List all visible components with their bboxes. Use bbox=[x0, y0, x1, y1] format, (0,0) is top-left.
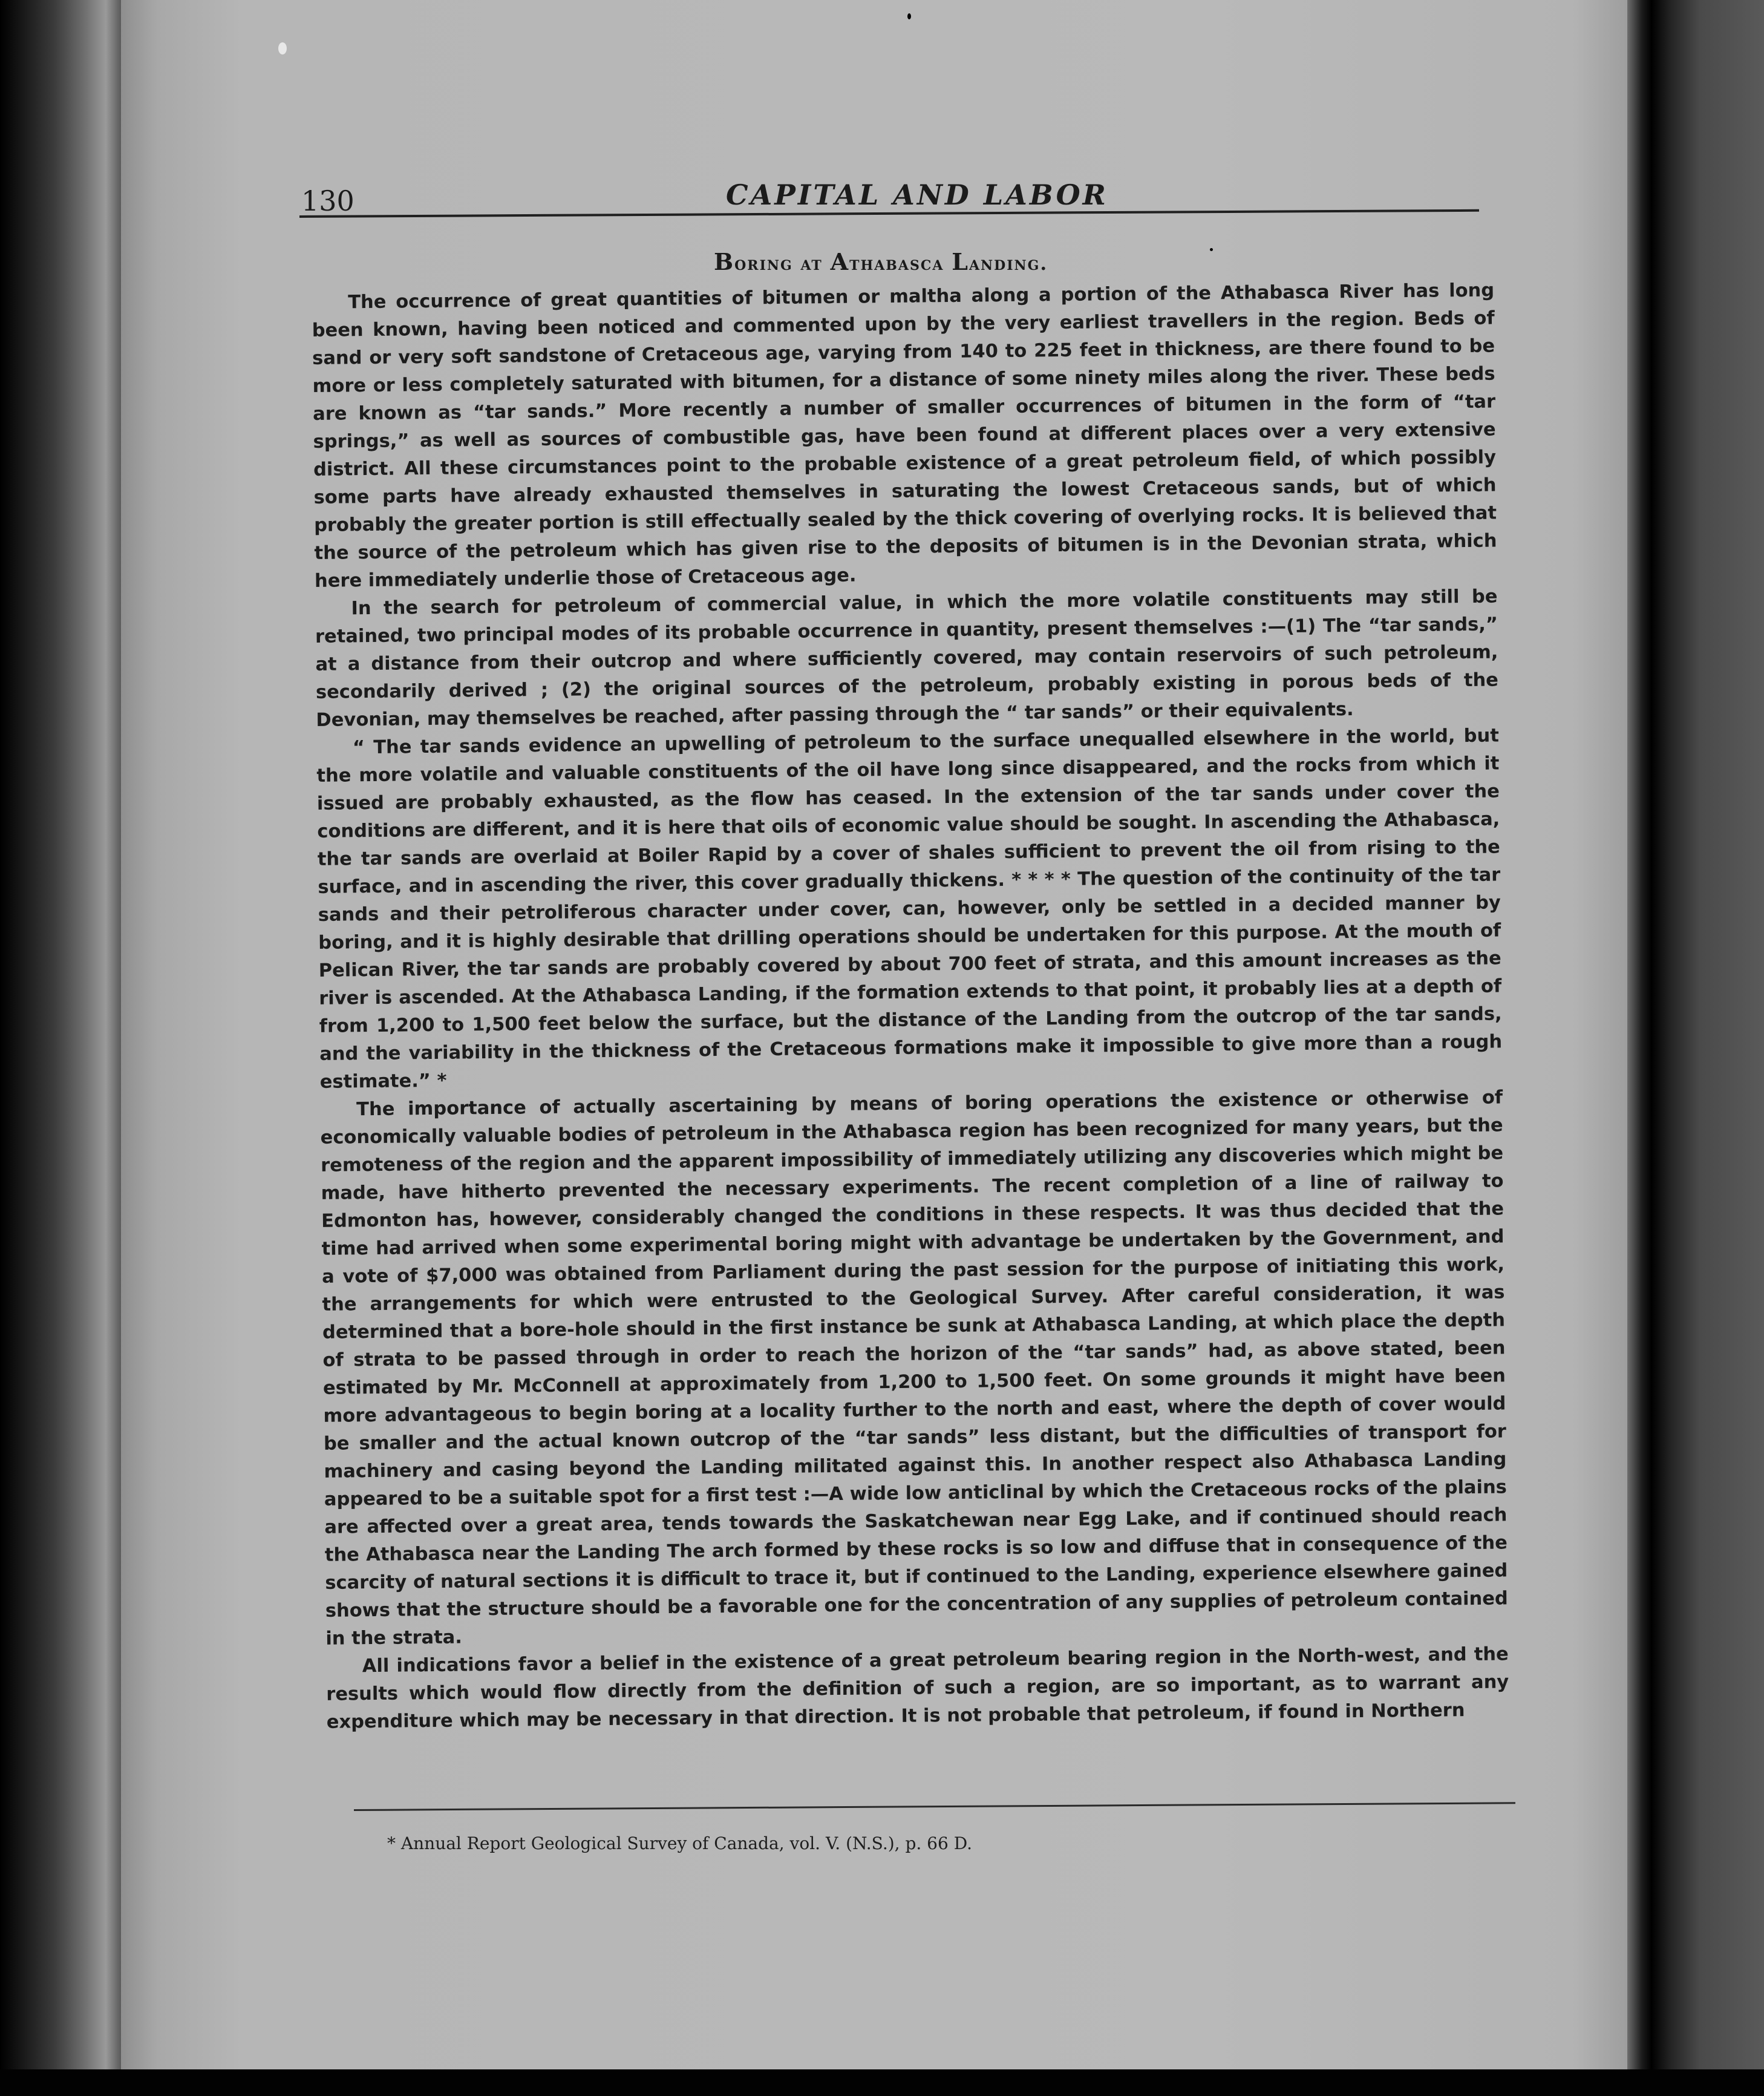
adjacent-page-edge bbox=[1651, 0, 1764, 2069]
paragraph: All indications favor a belief in the existence of a great petroleum bearing region in the North-west, and the results which would flow directly from the definition of such a region, are so important, as to warrant any expenditure which may be necessary in that direction. It is not probable that petroleum, if found in Northern bbox=[326, 1643, 1509, 1733]
running-head: CAPITAL AND LABOR bbox=[726, 178, 1108, 211]
scan-speck bbox=[1210, 248, 1213, 251]
section-title: Boring at Athabasca Landing. bbox=[714, 248, 1048, 275]
book-spine-shadow bbox=[0, 0, 121, 2096]
paragraph: The importance of actually ascertaining by means of boring operations the existence or otherwise of economically valuable bodies of petroleum in the Athabasca region has been recognized for many years, but the remoteness of the region and the apparent impossibility of immediately utilizing any discoveries which might be made, have hitherto prevented the necessary experiments. The recent completion of a line of railway to Edmonton has, however, considerably changed the conditions in these respects. It was thus decided that the time had arrived when some experimental boring might with advantage be undertaken by the Government, and a vote of $7,000 was obtained from Parliament during the past session for the purpose of initiating this work, the arrangements for which were entrusted to the Geological Survey. After careful consideration, it was determined that a bore-hole should in the first instance be sunk at Athabasca Landing, at which place the depth of strata to be passed through in order to reach the horizon of the “tar sands” had, as above stated, been estimated by Mr. McConnell at approximately from 1,200 to 1,500 feet. On some grounds it might have been more advantageous to begin boring at a locality further to the north and east, where the depth of cover would be smaller and the actual known outcrop of the “tar sands” less distant, but the difficulties of transport for machinery and casing beyond the Landing militated against this. In another respect also Athabasca Landing appeared to be a suitable spot for a first test :—A wide low anticlinal by which the Cretaceous rocks of the plains are affected over a great area, tends towards the Saskatchewan near Egg Lake, and if continued should reach the Athabasca near the Landing The arch formed by these rocks is so low and diffuse that in consequence of the scarcity of natural sections it is difficult to trace it, but if continued to the Landing, experience elsewhere gained shows that the structure should be a favorable one for the concentration of any supplies of petroleum contained in the strata. bbox=[320, 1087, 1508, 1649]
scan-speck bbox=[907, 13, 911, 19]
paragraph: The occurrence of great quantities of bitumen or maltha along a portion of the Athabasca River has long been known, having been noticed and commented upon by the very earliest travellers in the region. Beds of sand or very soft sandstone of Cretaceous age, varying from 140 to 225 feet in thickness, are there found to be more or less completely saturated with bitumen, for a distance of some ninety miles along the river. These beds are known as “tar sands.” More recently a number of smaller occurrences of bitumen in the form of “tar springs,” as well as sources of combustible gas, have been found at different places over a very extensive district. All these circumstances point to the probable existence of a great petroleum field, of which possibly some parts have already exhausted themselves in saturating the lowest Cretaceous sands, but of which probably the greater portion is still effectually sealed by the thick covering of overlying rocks. It is believed that the source of the petroleum which has given rise to the deposits of bitumen is in the Devonian strata, which here immediately underlie those of Cretaceous age. bbox=[312, 280, 1497, 592]
paragraph: “ The tar sands evidence an upwelling of petroleum to the surface unequalled elsewhere in the world, but the more volatile and valuable constituents of the oil have long since disappeared, and the rocks from which it issued are probably exhausted, as the flow has ceased. In the extension of the tar sands under cover the conditions are different, and it is here that oils of economic value should be sought. In ascending the Athabasca, the tar sands are overlaid at Boiler Rapid by a cover of shales sufficient to prevent the oil from rising to the surface, and in ascending the river, this cover gradually thickens. * * * * The question of the continuity of the tar sands and their petroliferous character under cover, can, however, only be settled in a decided manner by boring, and it is highly desirable that drilling operations should be undertaken for this purpose. At the mouth of Pelican River, the tar sands are probably covered by about 700 feet of strata, and this amount increases as the river is ascended. At the Athabasca Landing, if the formation extends to that point, it probably lies at a depth of from 1,200 to 1,500 feet below the surface, but the distance of the Landing from the outcrop of the tar sands, and the variability in the thickness of the Cretaceous formations make it impossible to give more than a rough estimate.” * bbox=[316, 725, 1503, 1093]
scan-speck bbox=[278, 42, 287, 54]
page-number: 130 bbox=[301, 185, 354, 217]
article-body bbox=[312, 277, 1509, 1737]
paragraph: In the search for petroleum of commercial value, in which the more volatile constituents may still be retained, two principal modes of its probable occurrence in quantity, present themselves :—(1) The “tar sands,” at a distance from their outcrop and where sufficiently covered, may contain reservoirs of such petroleum, secondarily derived ; (2) the original sources of the petroleum, probably existing in porous beds of the Devonian, may themselves be reached, after passing through the “ tar sands” or their equivalents. bbox=[315, 586, 1499, 731]
page-fold-shadow bbox=[1627, 0, 1651, 2096]
scan-bottom-border bbox=[0, 2069, 1764, 2096]
footnote: * Annual Report Geological Survey of Canada, vol. V. (N.S.), p. 66 D. bbox=[387, 1833, 973, 1853]
